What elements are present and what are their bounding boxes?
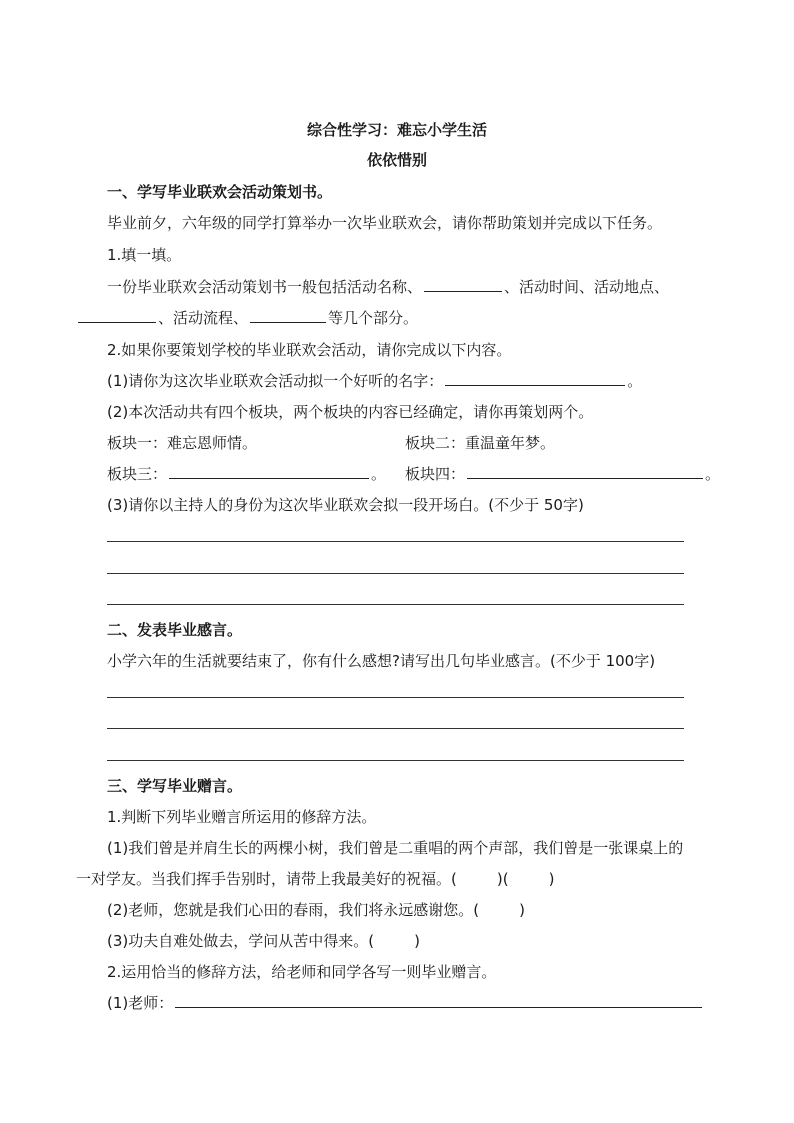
s3-q2-label: 2.运用恰当的修辞方法，给老师和同学各写一则毕业赠言。 <box>107 963 497 981</box>
q2-sub2: (2)本次活动共有四个板块，两个板块的内容已经确定，请你再策划两个。 <box>107 403 594 421</box>
s3-item1-line2-text: 一对学友。当我们挥手告别时，请带上我最美好的祝福。 <box>76 870 452 888</box>
answer-line[interactable] <box>107 604 684 605</box>
q2-sub1-end: 。 <box>627 372 643 390</box>
answer-line[interactable] <box>107 728 684 729</box>
paren-close: ) <box>519 901 525 919</box>
block4-end: 。 <box>705 465 721 483</box>
block3-label: 板块三： <box>107 465 168 483</box>
paren-open: ( <box>502 870 509 888</box>
section3-heading: 三、学写毕业赠言。 <box>107 777 243 795</box>
paren-open: ( <box>368 932 375 950</box>
q1-line1-mid: 、活动时间、活动地点、 <box>504 278 670 296</box>
block3-end: 。 <box>371 465 387 483</box>
paren-close: ) <box>414 932 420 950</box>
s3-teacher-label: (1)老师： <box>107 994 174 1012</box>
q1-line2-end: 等几个部分。 <box>328 309 419 327</box>
q2-sub1-text: (1)请你为这次毕业联欢会活动拟一个好听的名字： <box>107 372 444 390</box>
q1-line2-mid: 、活动流程、 <box>158 309 249 327</box>
answer-line[interactable] <box>107 541 684 542</box>
block3-blank[interactable] <box>169 464 369 479</box>
q2-sub1 <box>107 371 642 391</box>
block4-blank[interactable] <box>467 464 703 479</box>
q2-label: 2.如果你要策划学校的毕业联欢会活动，请你完成以下内容。 <box>107 341 512 359</box>
s3-item3 <box>107 931 420 951</box>
teacher-message-blank[interactable] <box>175 993 702 1008</box>
block3 <box>107 464 386 484</box>
paren-open: ( <box>451 870 457 888</box>
s3-item3-text: (3)功夫自难处做去，学问从苦中得来。 <box>107 932 369 950</box>
s3-item2 <box>107 900 525 920</box>
answer-line[interactable] <box>107 697 684 698</box>
answer-line[interactable] <box>107 760 684 761</box>
s3-q1-label: 1.判断下列毕业赠言所运用的修辞方法。 <box>107 808 377 826</box>
s3-item1-line2 <box>76 869 554 889</box>
paren-close: ) <box>496 870 503 888</box>
section1-heading: 一、学写毕业联欢会活动策划书。 <box>107 183 333 201</box>
paren-close: ) <box>548 870 555 888</box>
answer-line[interactable] <box>107 573 684 574</box>
block1: 板块一：难忘恩师情。 <box>107 434 258 452</box>
section2-prompt: 小学六年的生活就要结束了，你有什么感想?请写出几句毕业感言。(不少于 100字) <box>107 652 656 670</box>
page-subtitle: 依依惜别 <box>366 151 427 169</box>
block4-label: 板块四： <box>405 465 466 483</box>
block2: 板块二：重温童年梦。 <box>405 434 556 452</box>
s3-item2-text: (2)老师，您就是我们心田的春雨，我们将永远感谢您。 <box>107 901 474 919</box>
q1-line1-start: 一份毕业联欢会活动策划书一般包括活动名称、 <box>107 278 423 296</box>
q2-sub3: (3)请你以主持人的身份为这次毕业联欢会拟一段开场白。(不少于 50字) <box>107 496 584 514</box>
block4 <box>405 464 720 484</box>
section1-intro: 毕业前夕，六年级的同学打算举办一次毕业联欢会，请你帮助策划并完成以下任务。 <box>107 214 663 232</box>
activity-name-blank[interactable] <box>445 371 625 386</box>
q1-line1 <box>107 277 669 297</box>
page-title: 综合性学习：难忘小学生活 <box>306 121 487 139</box>
fill-blank-3[interactable] <box>250 308 326 323</box>
section2-heading: 二、发表毕业感言。 <box>107 621 243 639</box>
fill-blank-1[interactable] <box>424 277 502 292</box>
q1-line2 <box>76 308 418 328</box>
q1-label: 1.填一填。 <box>107 246 182 264</box>
s3-teacher <box>107 993 704 1013</box>
paren-open: ( <box>473 901 480 919</box>
s3-item1-line1: (1)我们曾是并肩生长的两棵小树，我们曾是二重唱的两个声部，我们曾是一张课桌上的 <box>107 839 684 857</box>
fill-blank-2[interactable] <box>78 308 156 323</box>
